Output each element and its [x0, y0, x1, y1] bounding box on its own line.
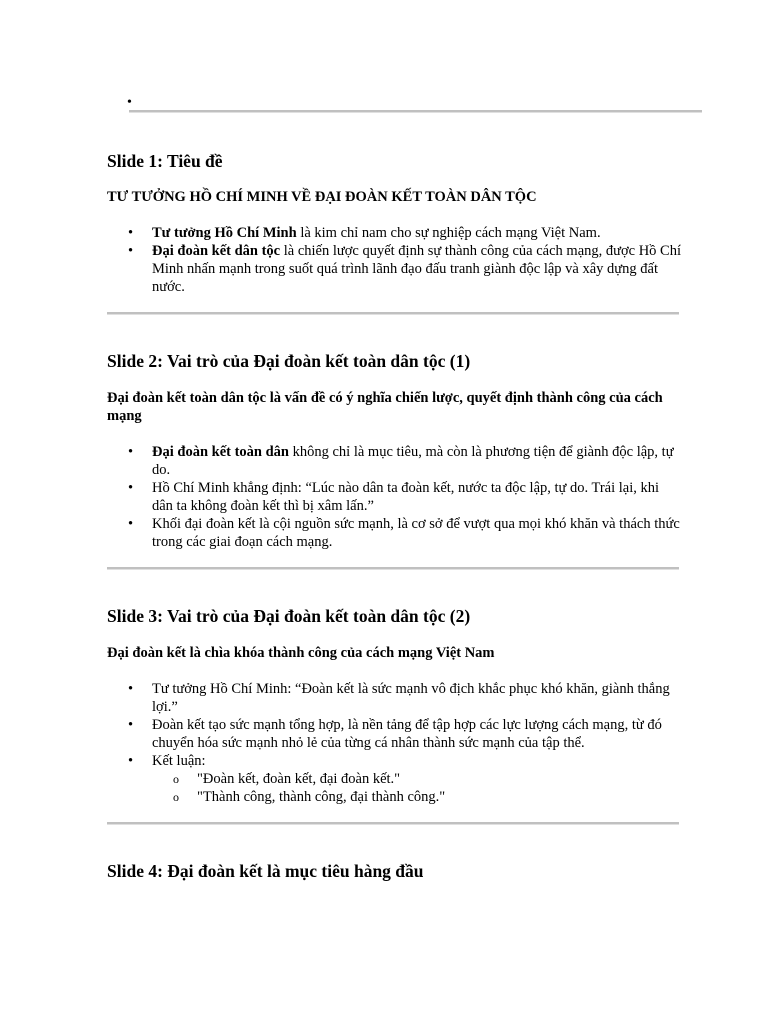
slide-3-subheading: Đại đoàn kết là chìa khóa thành công của cách mạng Việt Nam: [107, 645, 495, 661]
list-item: [107, 443, 682, 479]
bullet-text: Kết luận:: [152, 753, 206, 769]
slide-3-sub-list: [152, 770, 682, 806]
bullet-text: là chiến lược quyết định sự thành công của cách mạng, được Hồ Chí Minh nhấn mạnh trong suốt quá trình lãnh đạo đấu tranh giành độc lập và xây dựng đất nước.: [152, 243, 682, 295]
sub-list-item: [152, 770, 682, 788]
bullet-text: Đoàn kết tạo sức mạnh tổng hợp, là nền tảng để tập hợp các lực lượng cách mạng, từ đó chuyển hóa sức mạnh nhỏ lẻ của từng cá nhân thành sức mạnh của tập thể.: [152, 717, 662, 751]
list-item: [107, 752, 682, 806]
slide-2-bullet-list: [107, 443, 687, 551]
slide-1-section: [107, 150, 687, 172]
slide-2-subheading-wrap: [107, 389, 687, 425]
sub-bullet-text: "Đoàn kết, đoàn kết, đại đoàn kết.": [197, 771, 401, 787]
slide-1-subheading-wrap: [107, 188, 687, 206]
horizontal-rule: [107, 312, 679, 315]
slide-2-list-wrap: [107, 443, 687, 551]
list-item: [107, 680, 682, 716]
list-item: [107, 242, 682, 296]
sub-bullet-text: "Thành công, thành công, đại thành công.": [197, 789, 446, 805]
bullet-text: không chỉ là mục tiêu, mà còn là phương tiện để giành độc lập, tự do.: [152, 444, 674, 478]
slide-2-section: [107, 350, 687, 372]
slide-3-list-wrap: [107, 680, 687, 806]
slide-3-heading: Slide 3: Vai trò của Đại đoàn kết toàn dân tộc (2): [107, 606, 471, 626]
horizontal-rule: [107, 567, 679, 570]
slide-2-subheading: Đại đoàn kết toàn dân tộc là vấn đề có ý nghĩa chiến lược, quyết định thành công của cách mạng: [107, 390, 663, 424]
bullet-bold-text: Đại đoàn kết dân tộc: [152, 243, 281, 259]
slide-1-list-wrap: [107, 224, 687, 296]
sub-list-item: [152, 788, 682, 806]
bullet-text: Tư tưởng Hồ Chí Minh: “Đoàn kết là sức mạnh vô địch khắc phục khó khăn, giành thắng lợi.”: [152, 681, 670, 715]
slide-4-heading: Slide 4: Đại đoàn kết là mục tiêu hàng đầu: [107, 861, 424, 881]
bullet-text: Hồ Chí Minh khẳng định: “Lúc nào dân ta đoàn kết, nước ta độc lập, tự do. Trái lại, khi dân ta không đoàn kết thì bị xâm lấn.”: [152, 480, 660, 514]
list-item: [107, 224, 682, 242]
slide-1-heading: Slide 1: Tiêu đề: [107, 151, 223, 171]
slide-3-bullet-list: [107, 680, 687, 806]
slide-4-section: [107, 860, 687, 882]
slide-1-bullet-list: [107, 224, 687, 296]
empty-bullet: •: [127, 95, 132, 110]
slide-2-heading: Slide 2: Vai trò của Đại đoàn kết toàn dân tộc (1): [107, 351, 471, 371]
bullet-text: là kim chỉ nam cho sự nghiệp cách mạng Việt Nam.: [296, 225, 601, 241]
horizontal-rule: [107, 822, 679, 825]
bullet-bold-text: Đại đoàn kết toàn dân: [152, 444, 289, 460]
bullet-text: Khối đại đoàn kết là cội nguồn sức mạnh, là cơ sở để vượt qua mọi khó khăn và thách thức trong các giai đoạn cách mạng.: [152, 516, 680, 550]
list-item: [107, 479, 682, 515]
horizontal-rule: [129, 110, 702, 113]
slide-3-section: [107, 605, 687, 627]
slide-3-subheading-wrap: [107, 644, 687, 662]
list-item: [107, 515, 682, 551]
slide-1-subheading: TƯ TƯỞNG HỒ CHÍ MINH VỀ ĐẠI ĐOÀN KẾT TOÀN DÂN TỘC: [107, 189, 537, 205]
bullet-bold-text: Tư tưởng Hồ Chí Minh: [152, 225, 297, 241]
list-item: [107, 716, 682, 752]
